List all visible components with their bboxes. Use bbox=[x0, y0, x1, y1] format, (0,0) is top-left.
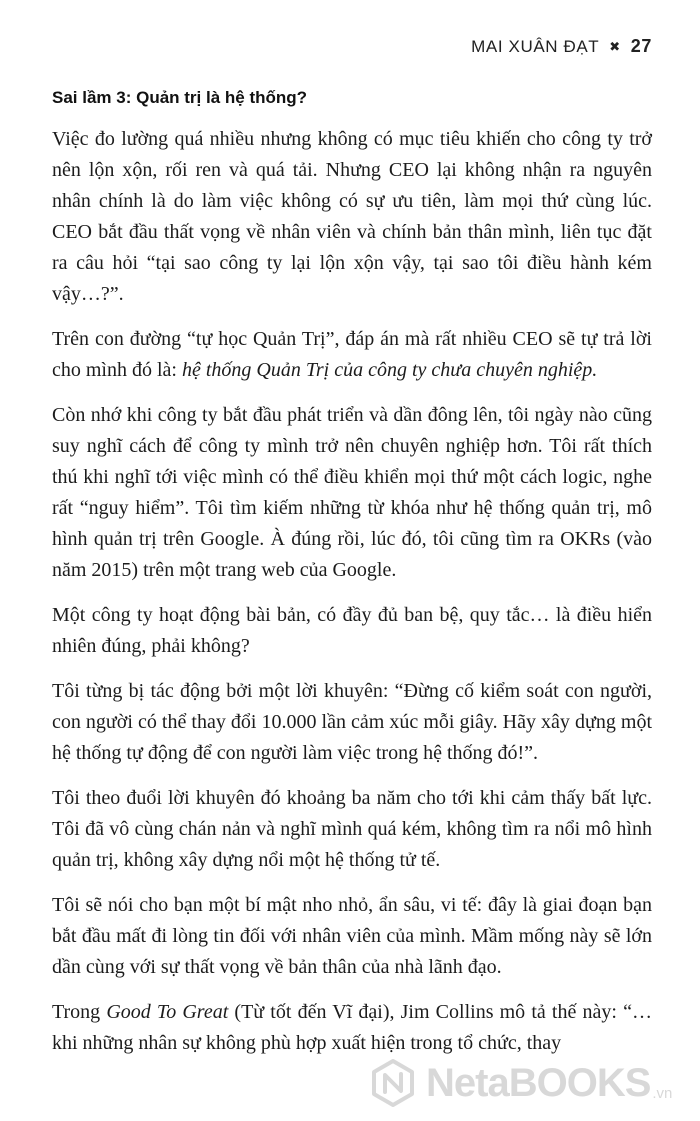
paragraph-1: Việc đo lường quá nhiều nhưng không có mục tiêu khiến cho công ty trở nên lộn xộn, rối ren và quá tải. Nhưng CEO lại không nhận ra nguyên nhân chính là do làm việc không có sự ưu tiên, làm mọi thứ cùng lúc. CEO bắt đầu thất vọng về nhân viên và chính bản thân mình, liên tục đặt ra câu hỏi “tại sao công ty lại lộn xộn vậy, tại sao tôi điều hành kém vậy…?”. bbox=[52, 128, 652, 305]
paragraph-2-emphasis: hệ thống Quản Trị của công ty chưa chuyên nghiệp. bbox=[181, 359, 598, 381]
paragraph-5: Tôi từng bị tác động bởi một lời khuyên: “Đừng cố kiểm soát con người, con người có thể thay đổi 10.000 lần cảm xúc mỗi giây. Hãy xây dựng một hệ thống tự động để con người làm việc trong hệ thống đó!”. bbox=[52, 680, 652, 764]
watermark bbox=[368, 1052, 686, 1114]
paragraph-7: Tôi sẽ nói cho bạn một bí mật nho nhỏ, ẩn sâu, vi tế: đây là giai đoạn bạn bắt đầu mất đi lòng tin đối với nhân viên của mình. Mầm mống này sẽ lớn dần cùng với sự thất vọng về bản thân của nhà lãnh đạo. bbox=[52, 894, 652, 978]
paragraph-3: Còn nhớ khi công ty bắt đầu phát triển và dần đông lên, tôi ngày nào cũng suy nghĩ cách để công ty mình trở nên chuyên nghiệp hơn. Tôi rất thích thú khi nghĩ tới việc mình có thể điều khiển mọi thứ một cách logic, nghe rất “nguy hiểm”. Tôi tìm kiếm những từ khóa như hệ thống quản trị, mô hình quản trị trên Google. À đúng rồi, lúc đó, tôi cũng tìm ra OKRs (vào năm 2015) trên một trang web của Google. bbox=[52, 404, 652, 581]
page-number: 27 bbox=[630, 36, 652, 56]
section-title: Sai lầm 3: Quản trị là hệ thống? bbox=[52, 88, 308, 107]
watermark-suffix: .vn bbox=[652, 1085, 673, 1102]
watermark-brand: NetaBOOKS bbox=[426, 1060, 651, 1105]
paragraph-8-post: (Từ tốt đến Vĩ đại), Jim Collins mô tả thế này: “… khi những nhân sự không phù hợp xuất hiện trong tổ chức, thay bbox=[52, 1001, 652, 1054]
netabooks-logo-icon bbox=[368, 1058, 418, 1108]
paragraph-4: Một công ty hoạt động bài bản, có đầy đủ ban bệ, quy tắc… là điều hiển nhiên đúng, phải không? bbox=[52, 604, 652, 657]
paragraph-6: Tôi theo đuổi lời khuyên đó khoảng ba năm cho tới khi cảm thấy bất lực. Tôi đã vô cùng chán nản và nghĩ mình quá kém, không tìm ra nổi mô hình quản trị, không xây dựng nổi một hệ thống tử tế. bbox=[52, 787, 652, 871]
paragraph-8-pre: Trong bbox=[52, 1001, 107, 1023]
book-title: Good To Great bbox=[106, 1001, 229, 1023]
page-body bbox=[52, 88, 652, 1073]
paragraph-2-text: Trên con đường “tự học Quản Trị”, đáp án mà rất nhiều CEO sẽ tự trả lời cho mình đó là: bbox=[52, 328, 652, 381]
author-name: MAI XUÂN ĐẠT bbox=[471, 36, 600, 56]
paragraph-8 bbox=[52, 997, 652, 1059]
separator-icon: ✖ bbox=[609, 38, 621, 54]
paragraph-2 bbox=[52, 324, 652, 386]
running-header bbox=[471, 36, 652, 57]
